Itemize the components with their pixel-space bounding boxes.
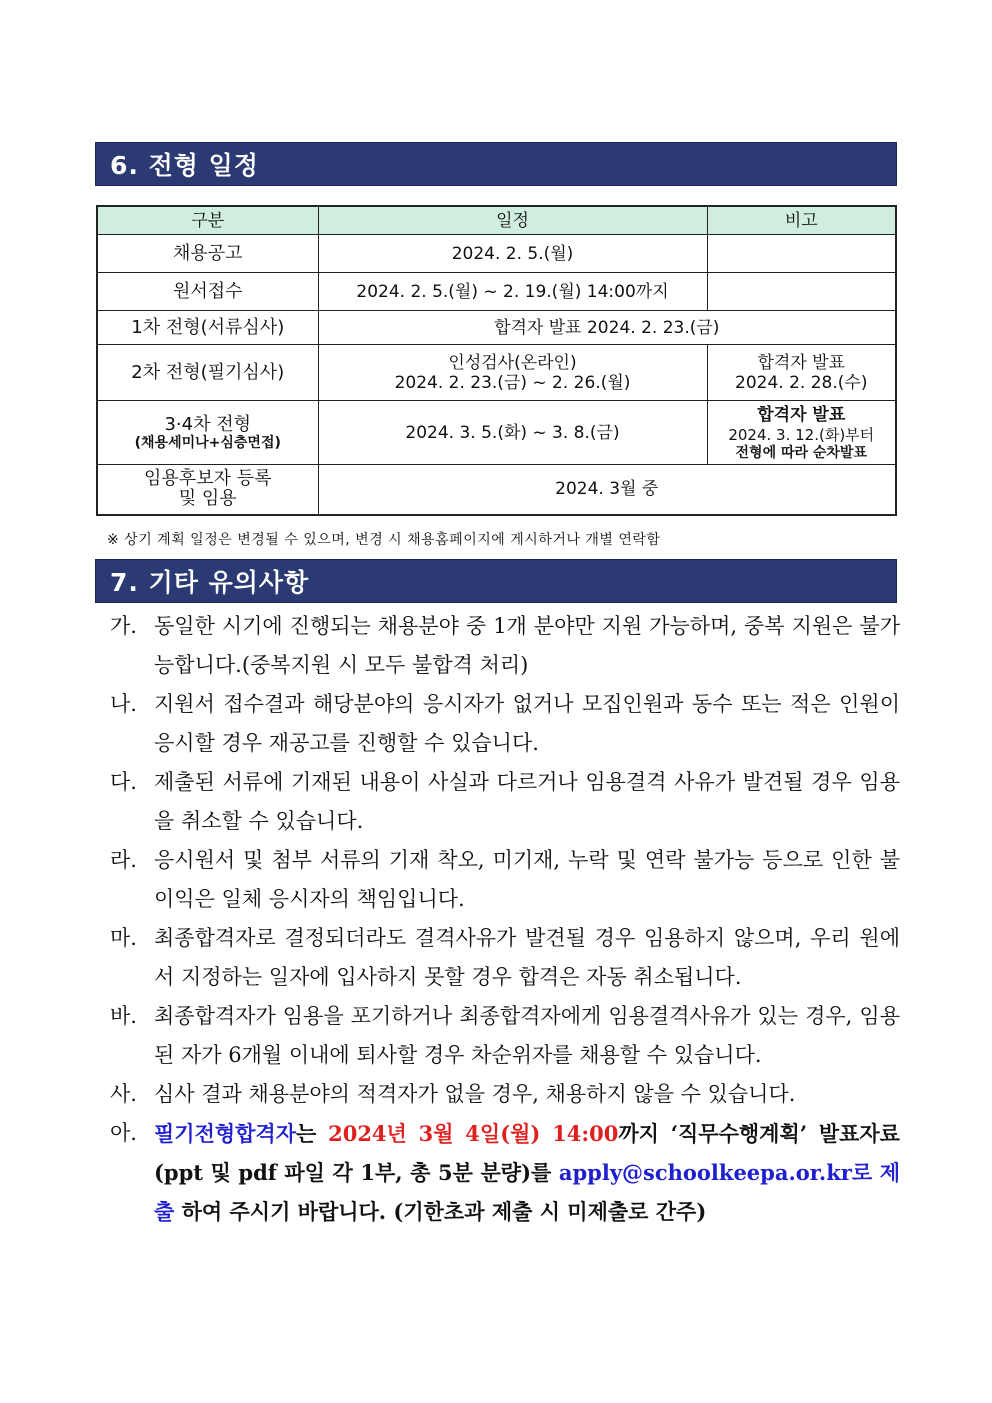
row-schedule: 2024. 3월 중 — [318, 465, 896, 515]
row-schedule: 2024. 2. 5.(월) ~ 2. 19.(월) 14:00까지 — [318, 273, 707, 311]
item-marker: 아. — [110, 1121, 137, 1145]
item-marker: 가. — [110, 614, 137, 638]
schedule-table — [96, 205, 897, 516]
row-label: 원서접수 — [97, 273, 318, 311]
list-item — [110, 841, 900, 919]
row-label: 1차 전형(서류심사) — [97, 311, 318, 345]
section-6-title: 6. 전형 일정 — [110, 151, 259, 180]
text-segment: 까지 ‘직무수행계획’ 발표자료 (ppt 및 pdf 파일 각 1부, 총 5분 분량)를 — [154, 1121, 900, 1185]
row-label — [97, 401, 318, 465]
label-line: 및 임용 — [178, 488, 237, 510]
item-text: 동일한 시기에 진행되는 채용분야 중 1개 분야만 지원 가능하며, 중복 지원은 불가능합니다.(중복지원 시 모두 불합격 처리) — [154, 614, 900, 677]
column-header: 일정 — [318, 206, 707, 235]
row-note — [707, 401, 896, 465]
schedule-line: 인성검사(온라인) — [448, 352, 577, 373]
row-label: 채용공고 — [97, 235, 318, 273]
list-item — [110, 919, 900, 997]
notice-list — [110, 607, 900, 1231]
label-line: 임용후보자 등록 — [144, 468, 272, 490]
highlight-target: 필기전형합격자 — [154, 1121, 297, 1146]
text-segment: 는 — [296, 1121, 329, 1146]
row-schedule: 2024. 2. 5.(월) — [318, 235, 707, 273]
list-item — [110, 763, 900, 841]
item-text: 심사 결과 채용분야의 적격자가 없을 경우, 채용하지 않을 수 있습니다. — [154, 1082, 796, 1106]
row-note — [707, 235, 896, 273]
note-subline: 전형에 따라 순차발표 — [735, 444, 867, 461]
note-line: 2024. 2. 28.(수) — [735, 372, 868, 393]
note-line: 합격자 발표 — [757, 352, 845, 373]
table-footnote: ※ 상기 계획 일정은 변경될 수 있으며, 변경 시 채용홈페이지에 게시하거나 개별 연락함 — [107, 532, 661, 548]
column-header: 구분 — [97, 206, 318, 235]
item-text — [154, 1114, 900, 1231]
item-text: 제출된 서류에 기재된 내용이 사실과 다르거나 임용결격 사유가 발견될 경우 임용을 취소할 수 있습니다. — [154, 770, 900, 833]
item-marker: 마. — [110, 926, 137, 950]
list-item-submission — [110, 1114, 900, 1231]
item-marker: 바. — [110, 1004, 137, 1028]
text-segment: 하여 주시기 바랍니다. (기한초과 제출 시 미제출로 간주) — [174, 1199, 707, 1224]
row-label — [97, 465, 318, 515]
list-item — [110, 607, 900, 685]
column-header: 비고 — [707, 206, 896, 235]
section-7-header — [95, 559, 897, 603]
schedule-line: 2024. 2. 23.(금) ~ 2. 26.(월) — [394, 372, 631, 393]
item-text: 응시원서 및 첨부 서류의 기재 착오, 미기재, 누락 및 연락 불가능 등으로 인한 불이익은 일체 응시자의 책임입니다. — [154, 848, 900, 911]
item-marker: 라. — [110, 848, 137, 872]
item-text: 최종합격자로 결정되더라도 결격사유가 발견될 경우 임용하지 않으며, 우리 원에서 지정하는 일자에 입사하지 못할 경우 합격은 자동 취소됩니다. — [154, 926, 900, 989]
item-text: 최종합격자가 임용을 포기하거나 최종합격자에게 임용결격사유가 있는 경우, 임용된 자가 6개월 이내에 퇴사할 경우 차순위자를 채용할 수 있습니다. — [154, 1004, 900, 1067]
table-row — [97, 401, 896, 465]
list-item — [110, 997, 900, 1075]
table-row — [97, 311, 896, 345]
row-schedule: 합격자 발표 2024. 2. 23.(금) — [318, 311, 896, 345]
row-schedule: 2024. 3. 5.(화) ~ 3. 8.(금) — [318, 401, 707, 465]
highlight-deadline: 2024년 3월 4일(월) 14:00 — [328, 1121, 619, 1146]
list-item — [110, 685, 900, 763]
label-subline: (채용세미나+심층면접) — [134, 434, 281, 451]
row-note — [707, 345, 896, 401]
section-7-title: 7. 기타 유의사항 — [110, 568, 310, 597]
row-label: 2차 전형(필기심사) — [97, 345, 318, 401]
table-header-row — [97, 206, 896, 235]
item-marker: 나. — [110, 692, 137, 716]
list-item — [110, 1075, 900, 1114]
table-row — [97, 345, 896, 401]
text-segment: 로 제출 — [154, 1160, 900, 1224]
label-line: 3·4차 전형 — [164, 413, 251, 435]
email-link[interactable]: apply@schoolkeepa.or.kr — [558, 1160, 852, 1185]
table-row — [97, 273, 896, 311]
row-schedule — [318, 345, 707, 401]
row-note — [707, 273, 896, 311]
item-text: 지원서 접수결과 해당분야의 응시자가 없거나 모집인원과 동수 또는 적은 인원이 응시할 경우 재공고를 진행할 수 있습니다. — [154, 692, 900, 755]
item-marker: 다. — [110, 770, 137, 794]
item-marker: 사. — [110, 1082, 137, 1106]
section-6-header — [95, 142, 897, 186]
note-line: 합격자 발표 — [757, 404, 846, 425]
table-row — [97, 235, 896, 273]
note-line: 2024. 3. 12.(화)부터 — [728, 425, 875, 444]
table-row — [97, 465, 896, 515]
